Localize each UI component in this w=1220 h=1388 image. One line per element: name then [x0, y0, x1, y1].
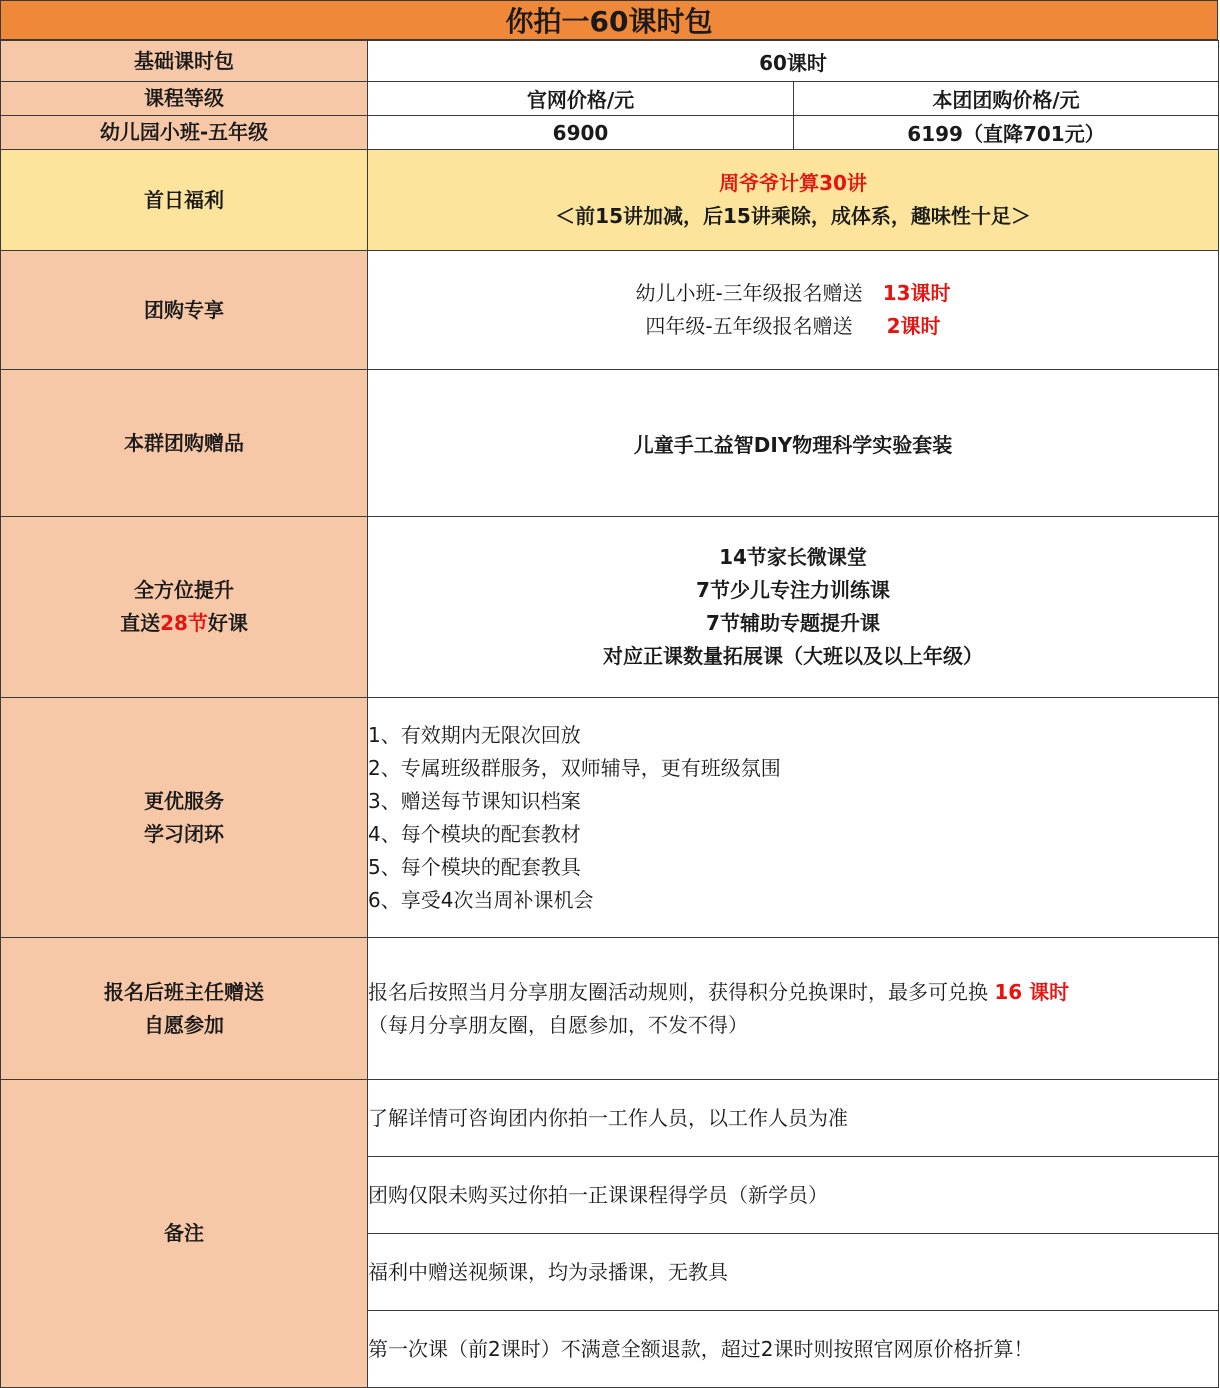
note-item: 了解详情可咨询团内你拍一工作人员，以工作人员为准 [368, 1080, 1219, 1157]
sheet-title: 你拍一60课时包 [0, 0, 1218, 40]
bonus-label: 报名后班主任赠送 自愿参加 [1, 938, 368, 1080]
upgrade-course-item: 7节少儿专注力训练课 [696, 578, 890, 602]
service-label: 更优服务 学习闭环 [1, 698, 368, 938]
bonus-note: （每月分享朋友圈，自愿参加，不发不得） [368, 1012, 748, 1037]
upgrade-course-item: 14节家长微课堂 [719, 545, 867, 569]
row-price [1, 116, 1219, 150]
row-group-exclusive [1, 251, 1219, 370]
row-post-enrollment-bonus [1, 938, 1219, 1080]
group-exclusive-content [368, 251, 1219, 370]
basic-package-value: 60课时 [368, 41, 1219, 82]
bonus-amount: 16 课时 [994, 979, 1070, 1004]
upgrade-label: 全方位提升 直送28节好课 [1, 517, 368, 698]
service-item: 5、每个模块的配套教具 [368, 854, 581, 879]
group-gift-value: 儿童手工益智DIY物理科学实验套装 [368, 370, 1219, 517]
bonus-content [368, 938, 1219, 1080]
group-price-value: 6199（直降701元） [794, 116, 1219, 150]
row-basic-package [1, 41, 1219, 82]
row-all-round-upgrade [1, 517, 1219, 698]
exclusive-item: 幼儿小班-三年级报名赠送 13课时 [635, 281, 951, 305]
service-list [368, 698, 1219, 938]
upgrade-course-item: 7节辅助专题提升课 [706, 611, 880, 635]
first-day-welfare-label: 首日福利 [1, 150, 368, 251]
group-price-header: 本团团购价格/元 [794, 82, 1219, 116]
grade-range-label: 幼儿园小班-五年级 [1, 116, 368, 150]
exclusive-amount: 2课时 [886, 314, 941, 338]
service-item: 4、每个模块的配套教材 [368, 821, 581, 846]
first-day-welfare-content [368, 150, 1219, 251]
row-better-service [1, 698, 1219, 938]
upgrade-course-list [368, 517, 1219, 698]
bonus-rule: 报名后按照当月分享朋友圈活动规则，获得积分兑换课时，最多可兑换 16 课时 [368, 979, 1070, 1004]
note-item: 第一次课（前2课时）不满意全额退款，超过2课时则按照官网原价格折算！ [368, 1311, 1219, 1388]
group-gift-label: 本群团购赠品 [1, 370, 368, 517]
package-table [0, 40, 1219, 1388]
upgrade-count: 28节 [160, 611, 208, 635]
upgrade-course-item: 对应正课数量拓展课（大班以及以上年级） [603, 644, 983, 668]
service-item: 1、有效期内无限次回放 [368, 722, 581, 747]
note-item: 福利中赠送视频课，均为录播课，无教具 [368, 1234, 1219, 1311]
row-course-level [1, 82, 1219, 116]
course-level-label: 课程等级 [1, 82, 368, 116]
welfare-course-desc: ＜前15讲加减，后15讲乘除，成体系，趣味性十足＞ [555, 204, 1031, 228]
service-item: 3、赠送每节课知识档案 [368, 788, 581, 813]
service-item: 6、享受4次当周补课机会 [368, 887, 594, 912]
row-notes-1 [1, 1080, 1219, 1157]
row-first-day-welfare [1, 150, 1219, 251]
basic-package-label: 基础课时包 [1, 41, 368, 82]
exclusive-amount: 13课时 [882, 281, 951, 305]
row-group-gift [1, 370, 1219, 517]
official-price-value: 6900 [368, 116, 794, 150]
notes-label: 备注 [1, 1080, 368, 1388]
welfare-course-title: 周爷爷计算30讲 [719, 171, 867, 195]
service-item: 2、专属班级群服务，双师辅导，更有班级氛围 [368, 755, 781, 780]
note-item: 团购仅限未购买过你拍一正课课程得学员（新学员） [368, 1157, 1219, 1234]
group-exclusive-label: 团购专享 [1, 251, 368, 370]
official-price-header: 官网价格/元 [368, 82, 794, 116]
exclusive-item: 四年级-五年级报名赠送 2课时 [645, 314, 941, 338]
